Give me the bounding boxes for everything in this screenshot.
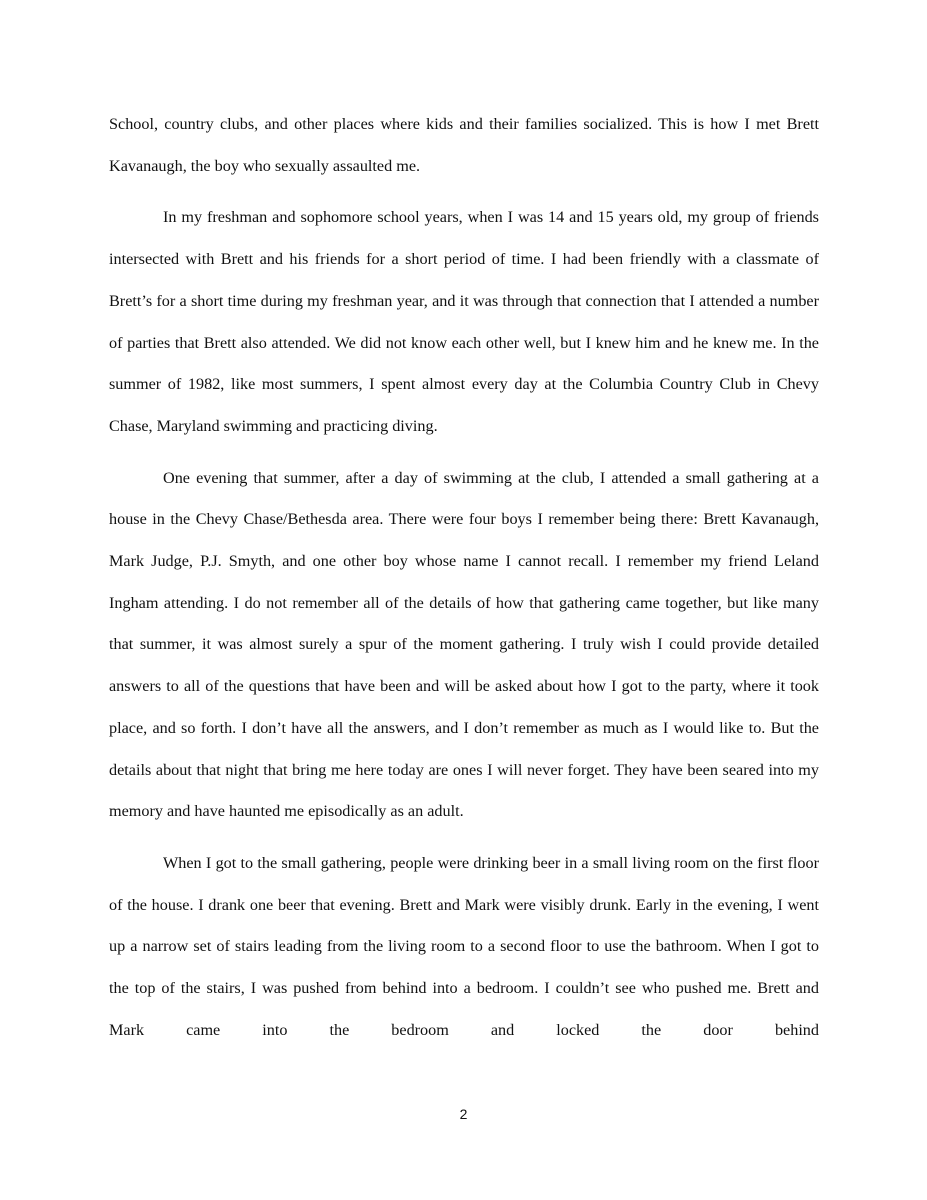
paragraph-1: School, country clubs, and other places where kids and their families socialized. This is how I met Brett Kavanaugh, the boy who sexually assaulted me.	[109, 115, 819, 175]
paragraph-2: In my freshman and sophomore school years, when I was 14 and 15 years old, my group of friends intersected with Brett and his friends for a short period of time. I had been friendly with a classmate of Brett’s for a short time during my freshman year, and it was through that connection that I attended a number of parties that Brett also attended. We did not know each other well, but I knew him and he knew me. In the summer of 1982, like most summers, I spent almost every day at the Columbia Country Club in Chevy Chase, Maryland swimming and practicing diving.	[109, 208, 819, 435]
paragraph-4: When I got to the small gathering, people were drinking beer in a small living room on the first floor of the house. I drank one beer that evening. Brett and Mark were visibly drunk. Early in the evening, I went up a narrow set of stairs leading from the living room to a second floor to use the bathroom. When I got to the top of the stairs, I was pushed from behind into a bedroom. I couldn’t see who pushed me. Brett and Mark came into the bedroom and locked the door behind	[109, 853, 819, 1039]
page-number: 2	[459, 1106, 468, 1122]
body-text	[109, 104, 819, 1051]
paragraph-3: One evening that summer, after a day of swimming at the club, I attended a small gathering at a house in the Chevy Chase/Bethesda area. There were four boys I remember being there: Brett Kavanaugh, Mark Judge, P.J. Smyth, and one other boy whose name I cannot recall. I remember my friend Leland Ingham attending. I do not remember all of the details of how that gathering came together, but like many that summer, it was almost surely a spur of the moment gathering. I truly wish I could provide detailed answers to all of the questions that have been and will be asked about how I got to the party, where it took place, and so forth. I don’t have all the answers, and I don’t remember as much as I would like to. But the details about that night that bring me here today are ones I will never forget. They have been seared into my memory and have haunted me episodically as an adult.	[109, 468, 819, 821]
